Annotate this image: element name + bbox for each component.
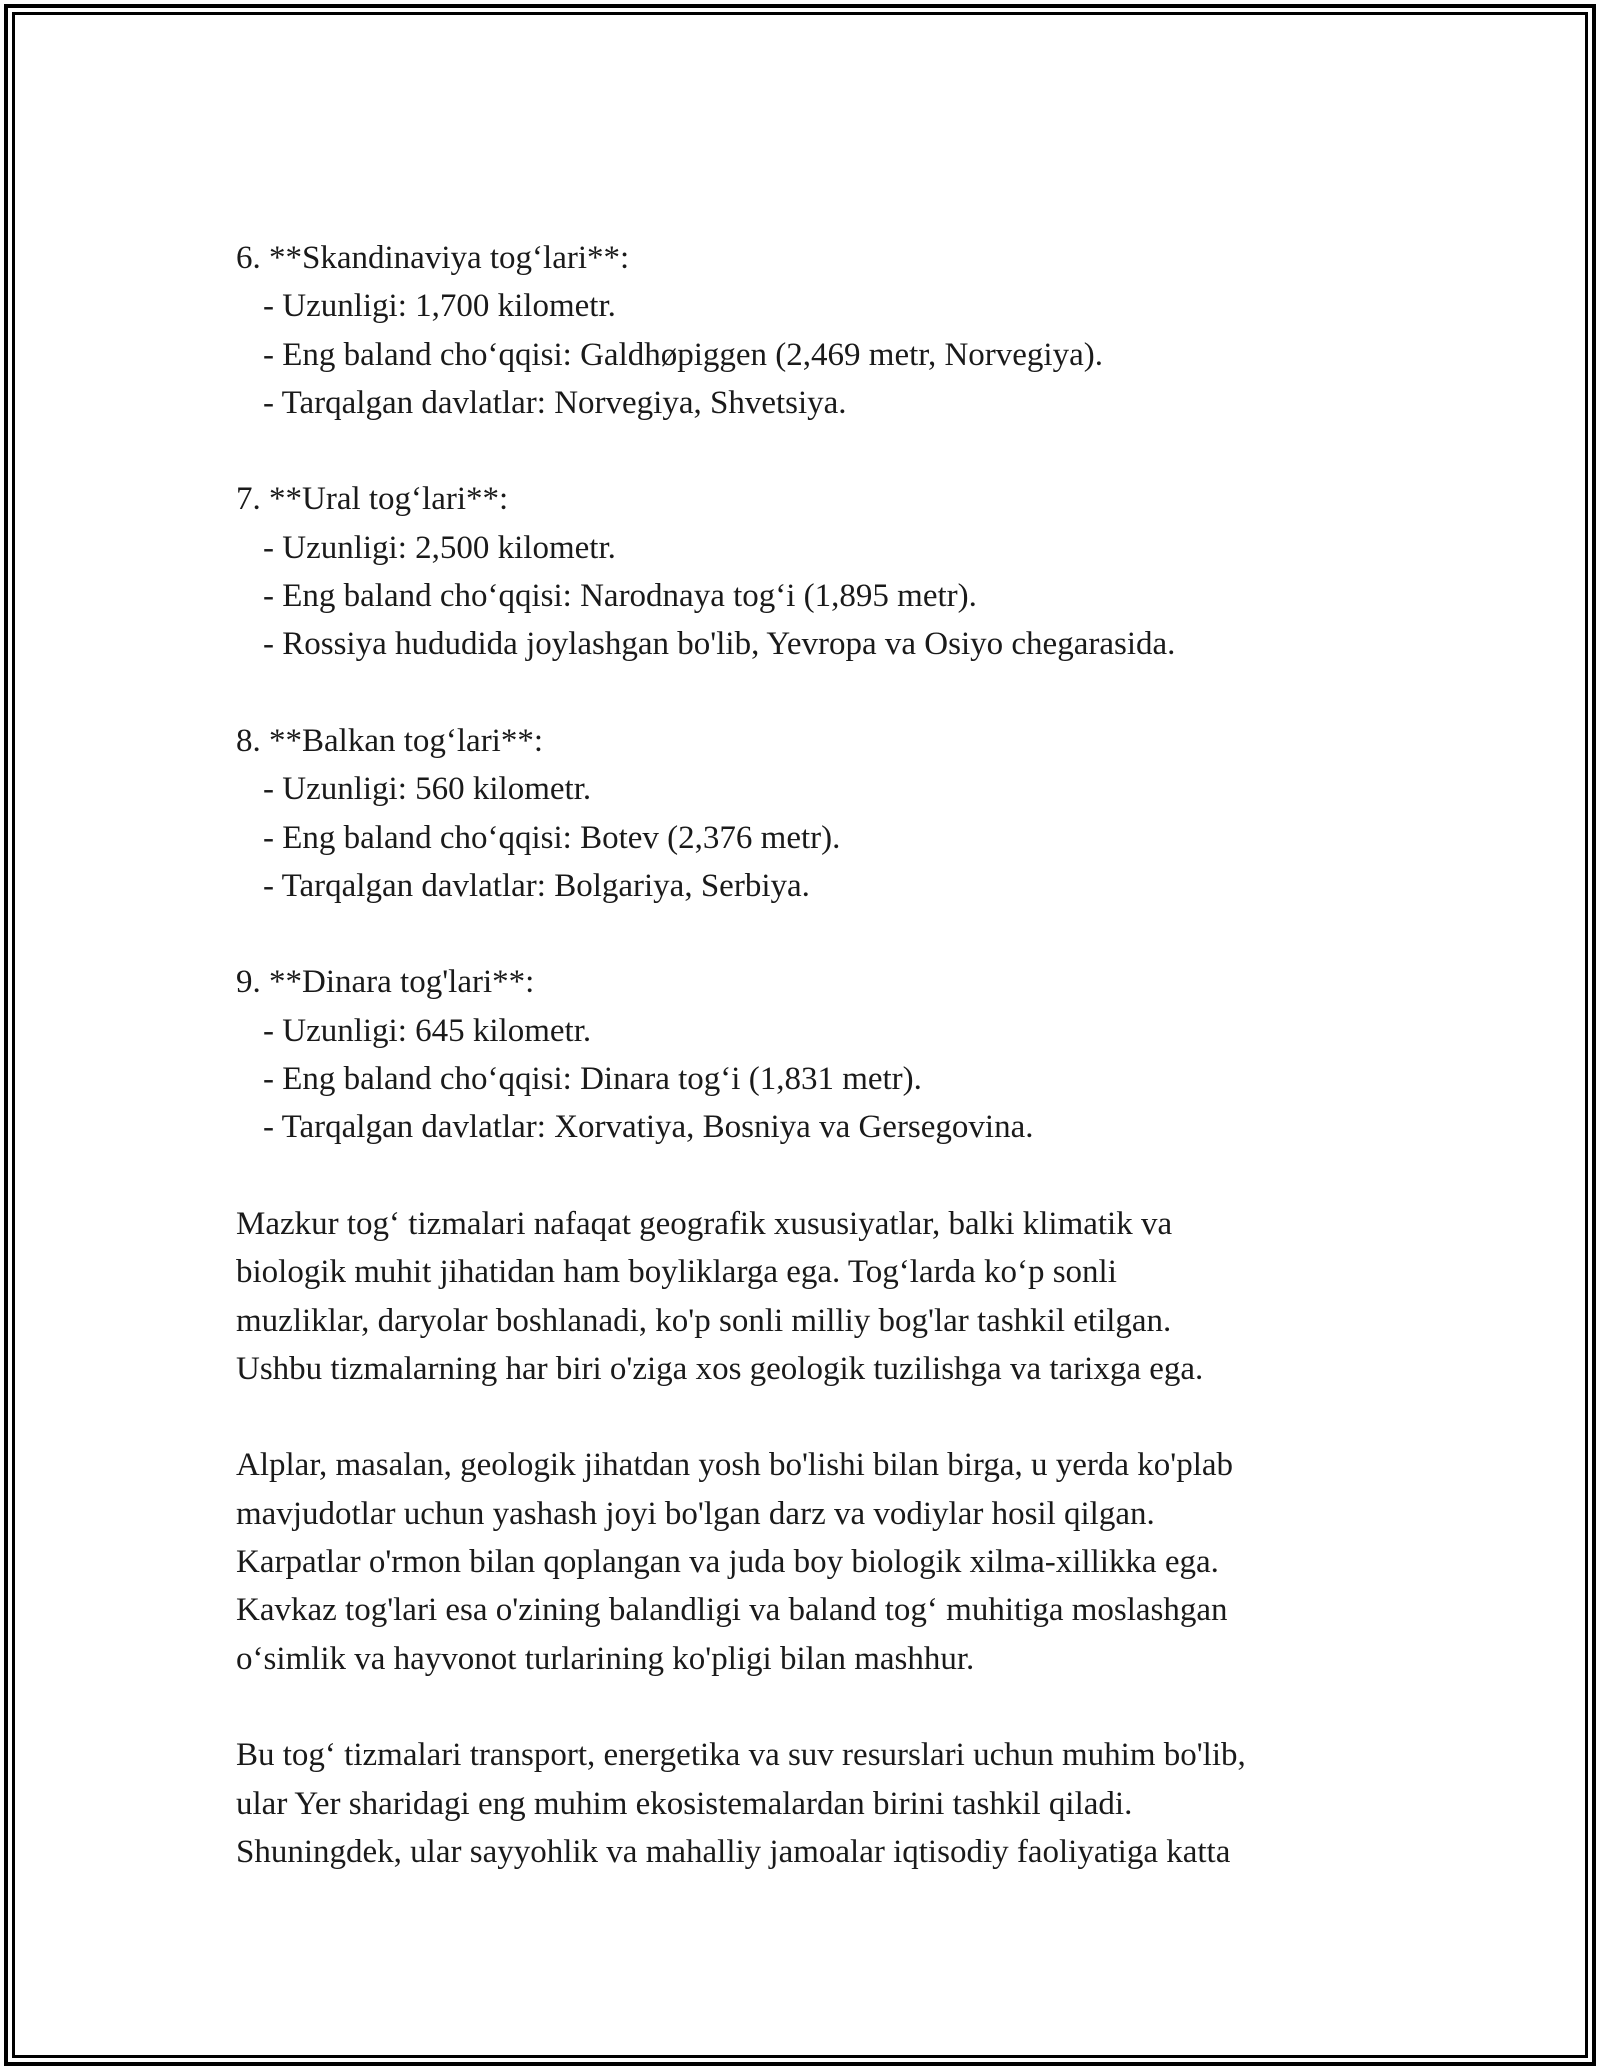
section-item: - Uzunligi: 1,700 kilometr. (263, 288, 616, 325)
section-item: - Tarqalgan davlatlar: Xorvatiya, Bosniya va Gersegovina. (263, 1109, 1034, 1146)
section-item: - Rossiya hududida joylashgan bo'lib, Yevropa va Osiyo chegarasida. (263, 626, 1176, 663)
mountain-section (236, 958, 1386, 1151)
paragraph-line: Shuningdek, ular sayyohlik va mahalliy jamoalar iqtisodiy faoliyatiga katta (236, 1833, 1231, 1870)
section-heading: 7. **Ural tog‘lari**: (236, 481, 509, 518)
blank-line (236, 1152, 1386, 1200)
paragraph-line: biologik muhit jihatidan ham boyliklarga ega. Tog‘larda ko‘p sonli (236, 1254, 1117, 1291)
section-item: - Uzunligi: 2,500 kilometr. (263, 529, 616, 566)
blank-line (236, 910, 1386, 958)
blank-line (236, 427, 1386, 475)
paragraph (236, 1441, 1386, 1682)
blank-line (236, 669, 1386, 717)
paragraph-line: muzliklar, daryolar boshlanadi, ko'p sonli milliy bog'lar tashkil etilgan. (236, 1302, 1172, 1339)
paragraph (236, 1200, 1386, 1393)
section-item: - Eng baland cho‘qqisi: Dinara tog‘i (1,831 metr). (263, 1061, 922, 1098)
blank-line (236, 1393, 1386, 1441)
document-body (236, 234, 1386, 1876)
paragraph-line: o‘simlik va hayvonot turlarining ko'pligi bilan mashhur. (236, 1640, 975, 1677)
mountain-section (236, 234, 1386, 427)
mountain-section (236, 475, 1386, 668)
mountain-section (236, 717, 1386, 910)
paragraph-line: Kavkaz tog'lari esa o'zining balandligi va baland tog‘ muhitiga moslashgan (236, 1592, 1228, 1629)
paragraph-line: Bu tog‘ tizmalari transport, energetika va suv resurslari uchun muhim bo'lib, (236, 1737, 1246, 1774)
section-item: - Tarqalgan davlatlar: Bolgariya, Serbiya. (263, 867, 810, 904)
section-item: - Uzunligi: 560 kilometr. (263, 771, 592, 808)
section-item: - Eng baland cho‘qqisi: Botev (2,376 metr). (263, 819, 841, 856)
paragraph-line: ular Yer sharidagi eng muhim ekosistemalardan birini tashkil qiladi. (236, 1785, 1133, 1822)
section-item: - Tarqalgan davlatlar: Norvegiya, Shvetsiya. (263, 384, 847, 421)
section-item: - Uzunligi: 645 kilometr. (263, 1012, 592, 1049)
paragraph-line: Karpatlar o'rmon bilan qoplangan va juda boy biologik xilma-xillikka ega. (236, 1544, 1219, 1581)
blank-line (236, 1683, 1386, 1731)
paragraph-line: mavjudotlar uchun yashash joyi bo'lgan darz va vodiylar hosil qilgan. (236, 1495, 1155, 1532)
paragraph-line: Ushbu tizmalarning har biri o'ziga xos geologik tuzilishga va tarixga ega. (236, 1350, 1204, 1387)
section-heading: 6. **Skandinaviya tog‘lari**: (236, 240, 630, 276)
section-heading: 8. **Balkan tog‘lari**: (236, 722, 544, 759)
section-item: - Eng baland cho‘qqisi: Galdhøpiggen (2,469 metr, Norvegiya). (263, 336, 1103, 373)
section-heading: 9. **Dinara tog'lari**: (236, 964, 535, 1001)
paragraph-line: Mazkur tog‘ tizmalari nafaqat geografik xususiyatlar, balki klimatik va (236, 1205, 1173, 1242)
paragraph (236, 1731, 1386, 1876)
paragraph-line: Alplar, masalan, geologik jihatdan yosh bo'lishi bilan birga, u yerda ko'plab (236, 1447, 1234, 1484)
section-item: - Eng baland cho‘qqisi: Narodnaya tog‘i (1,895 metr). (263, 578, 977, 615)
